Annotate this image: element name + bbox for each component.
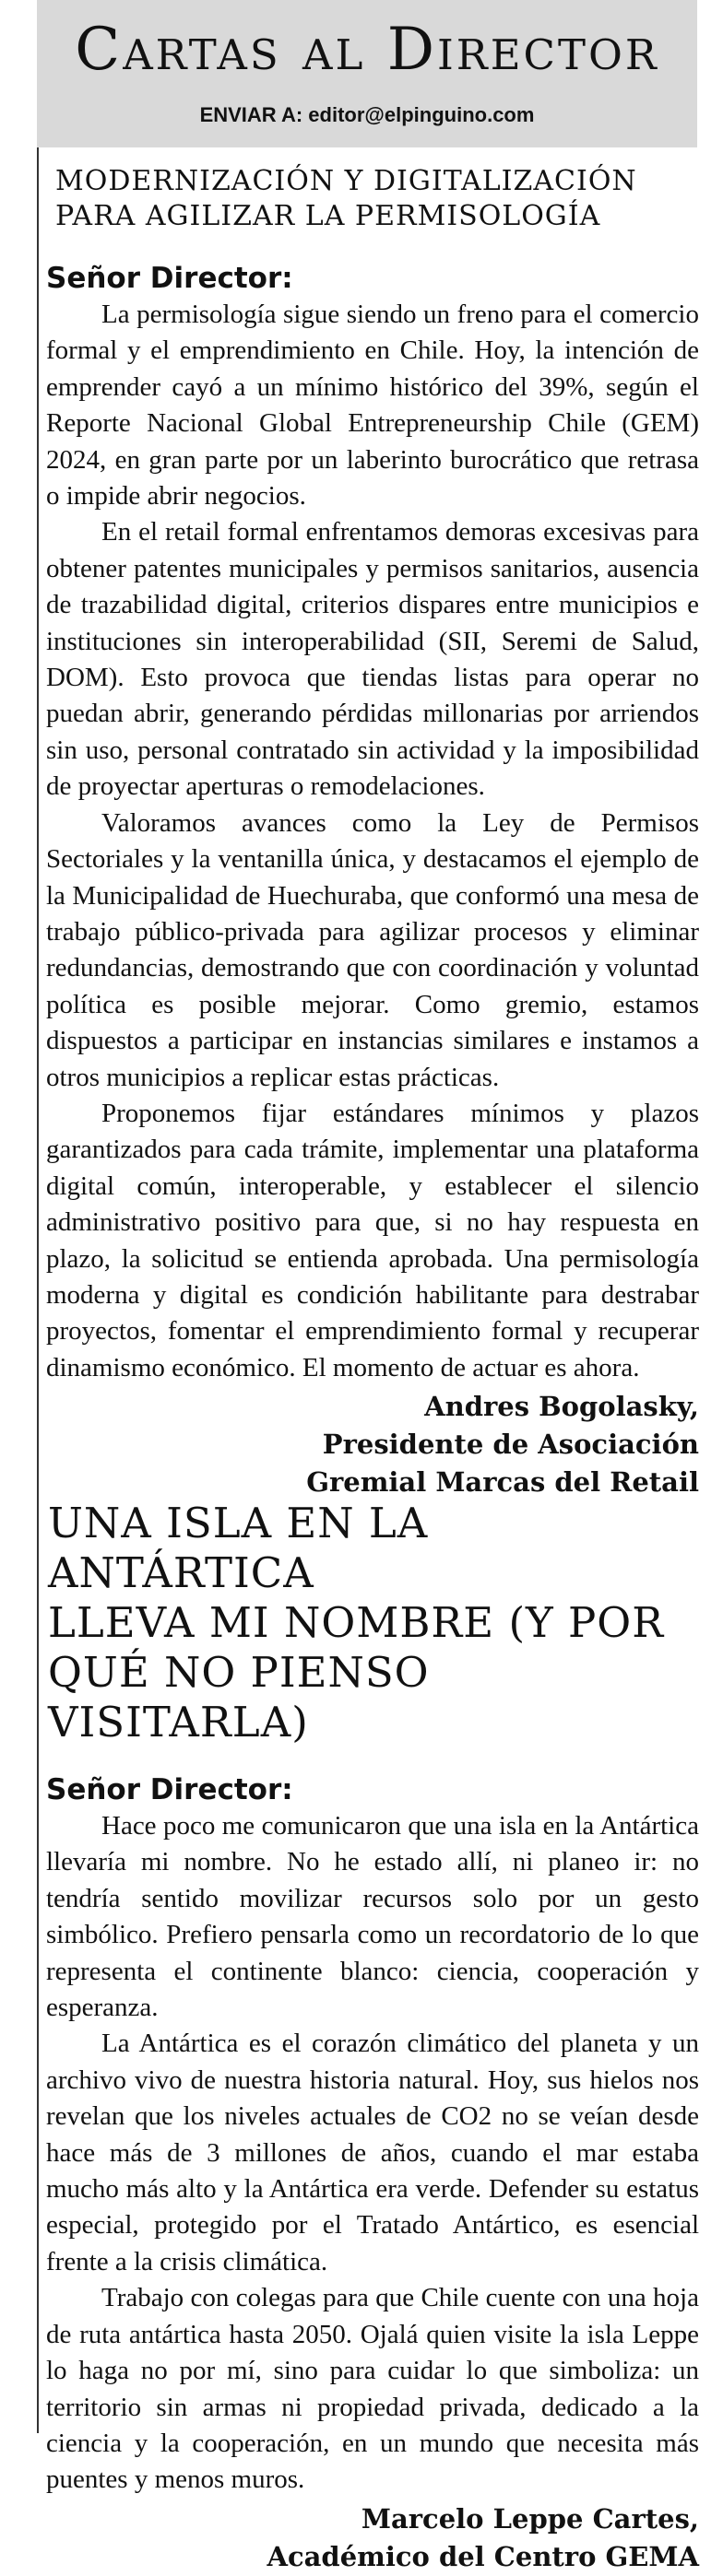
letter-1-signature-org: Gremial Marcas del Retail [306, 1466, 699, 1499]
letter-2-headline-line-1: UNA ISLA EN LA ANTÁRTICA [48, 1499, 429, 1597]
letter-1-salutation: Señor Director: [46, 262, 293, 295]
letter-2-paragraph-1: Hace poco me comunicaron que una isla en la Antártica llevaría mi nombre. No he estado allí, ni planeo ir: no tendría sentido movilizar recursos solo por un gesto simbólico. Prefiero pensarla como un recordatorio de lo que representa el continente blanco: ciencia, cooperación y esperanza. [46, 1811, 699, 2023]
letter-2-headline-line-3: QUÉ NO PIENSO VISITARLA) [48, 1648, 430, 1747]
letter-2 [46, 1499, 699, 2576]
letter-1 [46, 164, 699, 1501]
letter-1-headline-line-1: MODERNIZACIÓN Y DIGITALIZACIÓN [55, 165, 637, 197]
letter-2-signature-title: Académico del Centro GEMA [267, 2540, 699, 2572]
letter-1-headline-line-2: PARA AGILIZAR LA PERMISOLOGÍA [55, 200, 601, 232]
letter-1-paragraph-2: En el retail formal enfrentamos demoras excesivas para obtener patentes municipales y permisos sanitarios, ausencia de trazabilidad digital, criterios dispares entre municipios e instituciones sin interoperabilidad (SII, Seremi de Salud, DOM). Esto provoca que tiendas listas para operar no puedan abrir, generando pérdidas millonarias por arriendos sin uso, personal contratado sin actividad y la imposibilidad de proyectar aperturas o remodelaciones. [46, 517, 699, 802]
submission-email[interactable]: ENVIAR A: editor@elpinguino.com [199, 103, 535, 126]
letter-2-salutation: Señor Director: [46, 1773, 293, 1806]
letter-1-paragraph-1: La permisología sigue siendo un freno para el comercio formal y el emprendimiento en Chile. Hoy, la intención de emprender cayó a un mínimo histórico del 39%, según el Reporte Nacional Global Entrepreneurship Chile (GEM) 2024, en gran parte por un laberinto burocrático que retrasa o impide abrir negocios. [46, 300, 699, 512]
masthead [37, 0, 697, 147]
letter-2-signature-name: Marcelo Leppe Cartes, [361, 2502, 699, 2535]
letter-1-signature-title: Presidente de Asociación [322, 1429, 699, 1461]
letter-1-paragraph-3: Valoramos avances como la Ley de Permisos Sectoriales y la ventanilla única, y destacamos el ejemplo de la Municipalidad de Huechuraba, que conformó una mesa de trabajo público-privada para agilizar procesos y eliminar redundancias, demostrando que con coordinación y voluntad política es posible mejorar. Como gremio, estamos dispuestos a participar en instancias similares e instamos a otros municipios a replicar estas prácticas. [46, 807, 699, 1092]
letter-2-paragraph-2: La Antártica es el corazón climático del planeta y un archivo vivo de nuestra historia natural. Hoy, sus hielos nos revelan que los niveles actuales de CO2 no se veían desde hace más de 3 millones de años, cuando el mar estaba mucho más alto y la Antártica era verde. Defender su estatus especial, protegido por el Tratado Antártico, es esencial frente a la crisis climática. [46, 2029, 699, 2276]
column-divider [37, 147, 39, 2433]
letter-1-paragraph-4: Proponemos fijar estándares mínimos y plazos garantizados para cada trámite, implementar una plataforma digital común, interoperable, y establecer el silencio administrativo positivo para que, si no hay respuesta en plazo, la solicitud se entienda aprobada. Una permisología moderna y digital es condición habilitante para destrabar proyectos, fomentar el emprendimiento formal y recuperar dinamismo económico. El momento de actuar es ahora. [46, 1098, 699, 1382]
letter-2-headline-line-2: LLEVA MI NOMBRE (Y POR [48, 1598, 665, 1647]
letter-1-signature-name: Andres Bogolasky, [424, 1391, 699, 1423]
section-title: Cartas al Director [75, 16, 659, 84]
letter-2-paragraph-3: Trabajo con colegas para que Chile cuente con una hoja de ruta antártica hasta 2050. Ojalá quien visite la isla Leppe lo haga no por mí, sino para cuidar lo que simboliza: un territorio sin armas ni propiedad privada, dedicado a la ciencia y la cooperación, en un mundo que necesita más puentes y menos muros. [46, 2283, 699, 2495]
